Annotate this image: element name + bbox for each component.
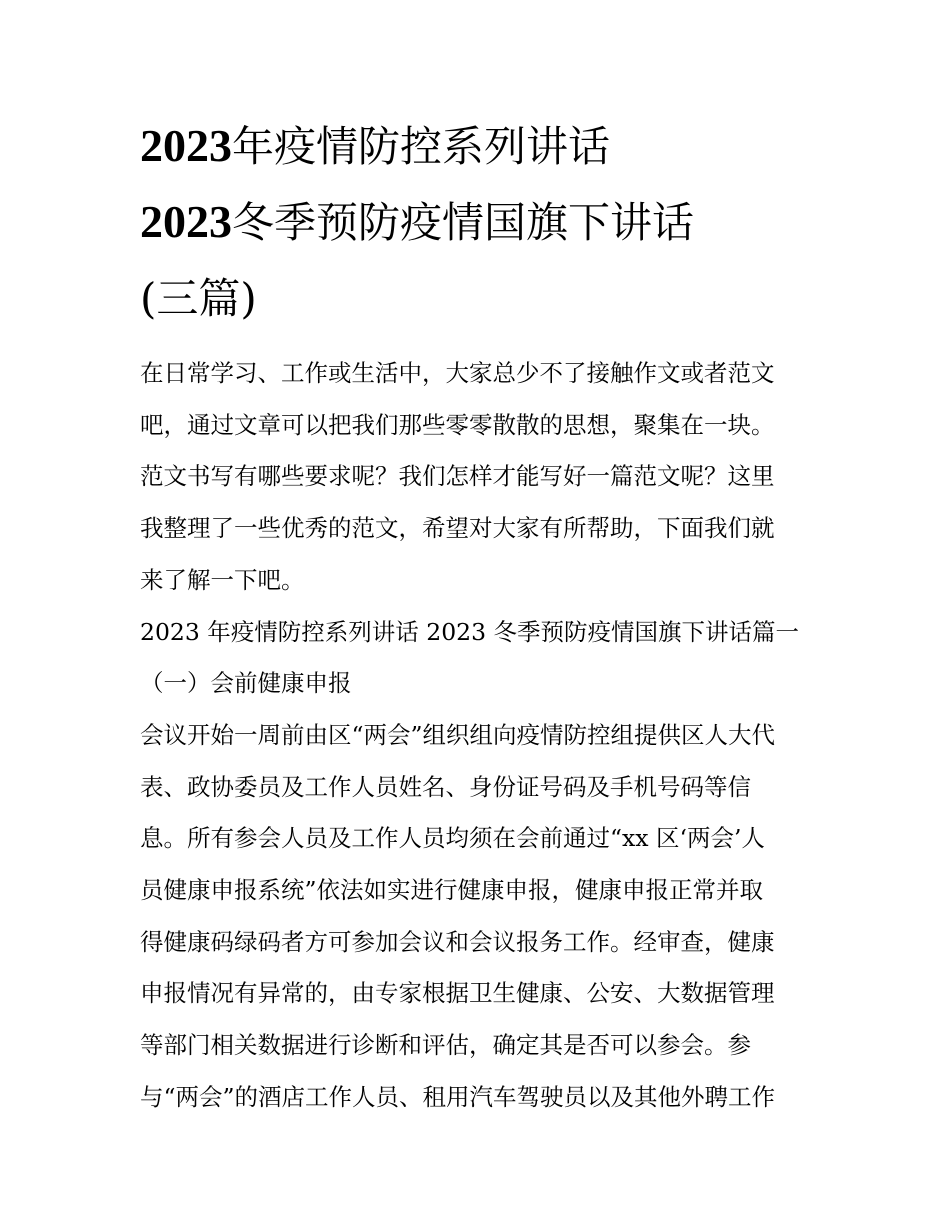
intro-line: 范文书写有哪些要求呢？我们怎样才能写好一篇范文呢？这里 [140, 462, 775, 491]
subsection-heading: （一）会前健康申报 [140, 669, 352, 698]
title-line [140, 184, 815, 260]
body-line: 表、政协委员及工作人员姓名、身份证号码及手机号码等信 [140, 772, 751, 801]
title-line [140, 108, 815, 184]
body-line: 息。所有参会人员及工作人员均须在会前通过“xx 区‘两会’人 [140, 824, 765, 853]
intro-line: 来了解一下吧。 [140, 565, 305, 594]
body-line: 会议开始一周前由区“两会”组织组向疫情防控组提供区人大代 [140, 720, 776, 749]
title-text: 年疫情防控系列讲话 [232, 122, 611, 171]
title-year: 2023 [140, 196, 232, 247]
body-line: 与“两会”的酒店工作人员、租用汽车驾驶员以及其他外聘工作 [140, 1082, 776, 1111]
document-body [140, 348, 815, 1124]
document-title [140, 108, 815, 336]
body-line: 申报情况有异常的，由专家根据卫生健康、公安、大数据管理 [140, 979, 775, 1008]
title-line [140, 260, 815, 336]
intro-line: 我整理了一些优秀的范文，希望对大家有所帮助，下面我们就 [140, 514, 775, 543]
intro-line: 在日常学习、工作或生活中，大家总少不了接触作文或者范文 [140, 359, 775, 387]
section-heading: 2023 年疫情防控系列讲话 2023 冬季预防疫情国旗下讲话篇一 [140, 617, 800, 646]
body-line: 等部门相关数据进行诊断和评估，确定其是否可以参会。参 [140, 1031, 751, 1060]
body-line: 员健康申报系统”依法如实进行健康申报，健康申报正常并取 [140, 876, 764, 905]
title-text: 冬季预防疫情国旗下讲话 [232, 198, 695, 247]
intro-line: 吧，通过文章可以把我们那些零零散散的思想，聚集在一块。 [140, 410, 775, 439]
body-line: 得健康码绿码者方可参加会议和会议报务工作。经审查，健康 [140, 927, 775, 956]
document-content [140, 108, 815, 1124]
title-text: (三篇) [140, 274, 257, 323]
title-year: 2023 [140, 120, 232, 171]
